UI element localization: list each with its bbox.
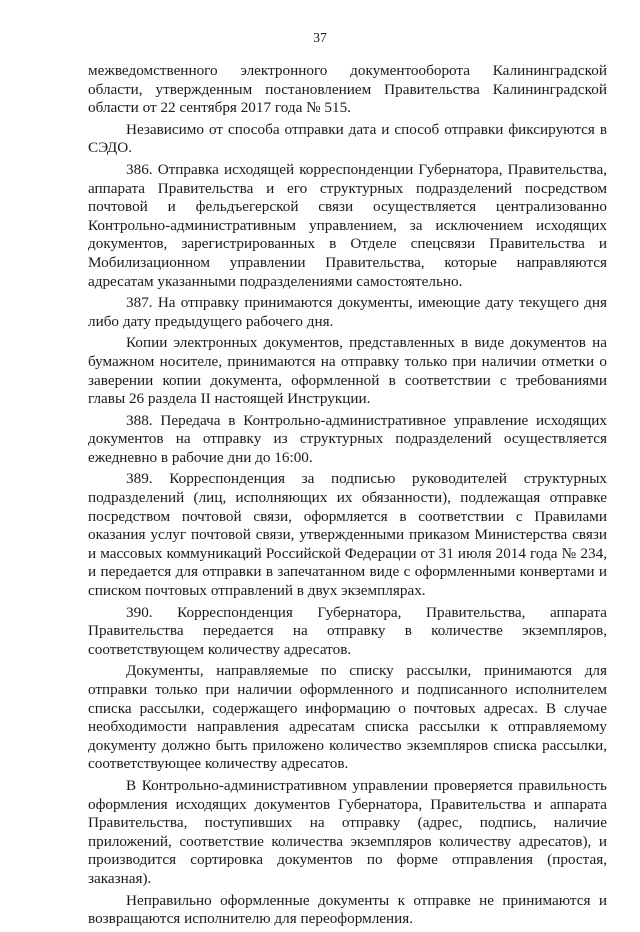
paragraph: Независимо от способа отправки дата и способ отправки фиксируются в СЭДО. [88,120,607,157]
paragraph-continuation: межведомственного электронного документооборота Калининградской области, утвержденным постановлением Правительства Калининградской области от 22 сентября 2017 года № 515. [88,62,607,117]
page-number: 37 [313,30,327,45]
paragraph-387: 387. На отправку принимаются документы, имеющие дату текущего дня либо дату предыдущего рабочего дня. [88,294,607,330]
paragraph: Документы, направляемые по списку рассылки, принимаются для отправки только при наличии оформленного и подписанного исполнителем списка рассылки, содержащего информацию о почтовых адресах. В случае необходимости направления адресатам списка рассылки к отправляемому документу должно быть приложено количество экземпляров списка рассылки, соответствующее количеству адресатов. [88,662,607,773]
paragraph: В Контрольно-административном управлении проверяется правильность оформления исходящих документов Губернатора, Правительства и аппарата Правительства, поступивших на отправку (адрес, подпись, наличие приложений, соответствие количества экземпляров количеству адресатов), и производится сортировка документов по форме отправления (простая, заказная). [88,776,607,887]
paragraph: Копии электронных документов, представленных в виде документов на бумажном носителе, принимаются на отправку только при наличии отметки о заверении копии документа, оформленной в соответствии с требованиями главы 26 раздела II настоящей Инструкции. [88,334,607,408]
paragraph-389: 389. Корреспонденция за подписью руководителей структурных подразделений (лиц, исполняющих их обязанности), подлежащая отправке посредством почтовой связи, оформляется в соответствии с Правилами оказания услуг почтовой связи, утвержденными приказом Министерства связи и массовых коммуникаций Российской Федерации от 31 июля 2014 года № 234, и передается для отправки в запечатанном виде с оформленными конвертами и списком почтовых отправлений в двух экземплярах. [88,470,607,600]
paragraph: Неправильно оформленные документы к отправке не принимаются и возвращаются исполнителю для переоформления. [88,891,607,928]
paragraph-390: 390. Корреспонденция Губернатора, Правительства, аппарата Правительства передается на отправку в количестве экземпляров, соответствующем количеству адресатов. [88,603,607,658]
paragraph-388: 388. Передача в Контрольно-административное управление исходящих документов на отправку из структурных подразделений осуществляется ежедневно в рабочие дни до 16:00. [88,411,607,466]
paragraph-386: 386. Отправка исходящей корреспонденции Губернатора, Правительства, аппарата Правительства и его структурных подразделений посредством почтовой и фельдъегерской связи осуществляется централизованно Контрольно-административным управлением, за исключением исходящих документов, зарегистрированных в Отделе спецсвязи Правительства и Мобилизационном управлении Правительства, которые направляются адресатам указанными подразделениями самостоятельно. [88,160,607,290]
document-body [88,62,607,932]
